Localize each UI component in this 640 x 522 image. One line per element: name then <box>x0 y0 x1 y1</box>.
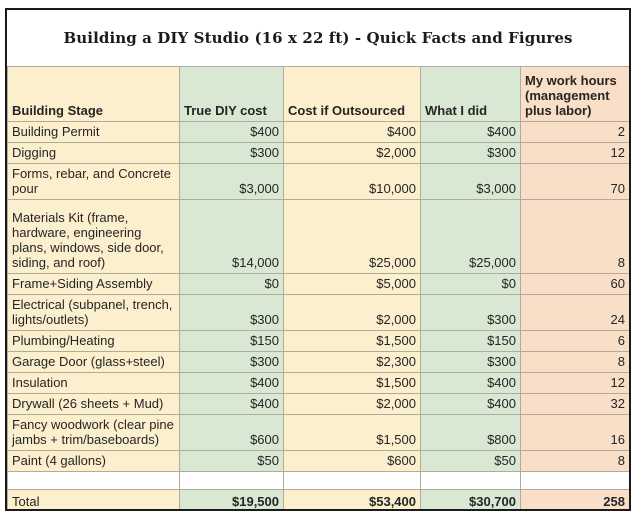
total-row <box>8 490 630 512</box>
outsourced-cost-cell: $1,500 <box>284 331 421 352</box>
work-hours-cell: 70 <box>521 164 630 200</box>
work-hours-cell: 8 <box>521 200 630 274</box>
empty-cell <box>521 472 630 490</box>
stage-cell: Electrical (subpanel, trench, lights/outlets) <box>8 295 180 331</box>
what-i-did-cell: $800 <box>421 415 521 451</box>
work-hours-cell: 24 <box>521 295 630 331</box>
what-i-did-cell: $0 <box>421 274 521 295</box>
work-hours-cell: 6 <box>521 331 630 352</box>
stage-cell: Insulation <box>8 373 180 394</box>
table-row <box>8 331 630 352</box>
what-i-did-cell: $300 <box>421 295 521 331</box>
table-row <box>8 352 630 373</box>
what-i-did-cell: $400 <box>421 122 521 143</box>
work-hours-cell: 12 <box>521 373 630 394</box>
diy-cost-cell: $400 <box>180 394 284 415</box>
outsourced-cost-cell: $2,300 <box>284 352 421 373</box>
diy-cost-cell: $14,000 <box>180 200 284 274</box>
what-i-did-cell: $50 <box>421 451 521 472</box>
work-hours-cell: 60 <box>521 274 630 295</box>
diy-cost-cell: $50 <box>180 451 284 472</box>
table-row <box>8 295 630 331</box>
outsourced-cost-cell: $400 <box>284 122 421 143</box>
what-i-did-cell: $400 <box>421 394 521 415</box>
what-i-did-cell: $3,000 <box>421 164 521 200</box>
outsourced-cost-cell: $600 <box>284 451 421 472</box>
table-row <box>8 451 630 472</box>
stage-cell: Digging <box>8 143 180 164</box>
diy-cost-cell: $400 <box>180 122 284 143</box>
total-label-cell: Total <box>8 490 180 512</box>
diy-cost-cell: $600 <box>180 415 284 451</box>
diy-cost-cell: $400 <box>180 373 284 394</box>
facts-table <box>7 66 630 511</box>
outsourced-cost-cell: $2,000 <box>284 143 421 164</box>
table-row <box>8 373 630 394</box>
stage-cell: Plumbing/Heating <box>8 331 180 352</box>
total-work-hours-cell: 258 <box>521 490 630 512</box>
work-hours-cell: 2 <box>521 122 630 143</box>
stage-cell: Drywall (26 sheets + Mud) <box>8 394 180 415</box>
outsourced-cost-cell: $2,000 <box>284 295 421 331</box>
outsourced-cost-cell: $2,000 <box>284 394 421 415</box>
column-header-building-stage: Building Stage <box>8 67 180 122</box>
total-diy-cost-cell: $19,500 <box>180 490 284 512</box>
table-row <box>8 274 630 295</box>
empty-cell <box>284 472 421 490</box>
what-i-did-cell: $400 <box>421 373 521 394</box>
total-what-i-did-cell: $30,700 <box>421 490 521 512</box>
table-row <box>8 164 630 200</box>
stage-cell: Materials Kit (frame, hardware, engineering plans, windows, side door, siding, and roof) <box>8 200 180 274</box>
work-hours-cell: 12 <box>521 143 630 164</box>
stage-cell: Garage Door (glass+steel) <box>8 352 180 373</box>
outsourced-cost-cell: $10,000 <box>284 164 421 200</box>
table-row <box>8 415 630 451</box>
work-hours-cell: 8 <box>521 352 630 373</box>
work-hours-cell: 16 <box>521 415 630 451</box>
page-title: Building a DIY Studio (16 x 22 ft) - Quick Facts and Figures <box>63 29 573 47</box>
table-card <box>5 8 631 511</box>
spacer-row <box>8 472 630 490</box>
outsourced-cost-cell: $25,000 <box>284 200 421 274</box>
diy-cost-cell: $300 <box>180 295 284 331</box>
empty-cell <box>180 472 284 490</box>
diy-cost-cell: $300 <box>180 143 284 164</box>
total-outsourced-cost-cell: $53,400 <box>284 490 421 512</box>
what-i-did-cell: $300 <box>421 352 521 373</box>
stage-cell: Frame+Siding Assembly <box>8 274 180 295</box>
what-i-did-cell: $300 <box>421 143 521 164</box>
column-header-work-hours: My work hours (management plus labor) <box>521 67 630 122</box>
what-i-did-cell: $150 <box>421 331 521 352</box>
empty-cell <box>8 472 180 490</box>
diy-cost-cell: $150 <box>180 331 284 352</box>
outsourced-cost-cell: $5,000 <box>284 274 421 295</box>
work-hours-cell: 32 <box>521 394 630 415</box>
table-row <box>8 394 630 415</box>
table-row <box>8 122 630 143</box>
table-row <box>8 200 630 274</box>
stage-cell: Paint (4 gallons) <box>8 451 180 472</box>
stage-cell: Forms, rebar, and Concrete pour <box>8 164 180 200</box>
outsourced-cost-cell: $1,500 <box>284 373 421 394</box>
empty-cell <box>421 472 521 490</box>
work-hours-cell: 8 <box>521 451 630 472</box>
header-row <box>8 67 630 122</box>
diy-cost-cell: $300 <box>180 352 284 373</box>
stage-cell: Fancy woodwork (clear pine jambs + trim/baseboards) <box>8 415 180 451</box>
column-header-cost-if-outsourced: Cost if Outsourced <box>284 67 421 122</box>
what-i-did-cell: $25,000 <box>421 200 521 274</box>
diy-cost-cell: $3,000 <box>180 164 284 200</box>
column-header-true-diy-cost: True DIY cost <box>180 67 284 122</box>
diy-cost-cell: $0 <box>180 274 284 295</box>
table-row <box>8 143 630 164</box>
outsourced-cost-cell: $1,500 <box>284 415 421 451</box>
stage-cell: Building Permit <box>8 122 180 143</box>
column-header-what-i-did: What I did <box>421 67 521 122</box>
